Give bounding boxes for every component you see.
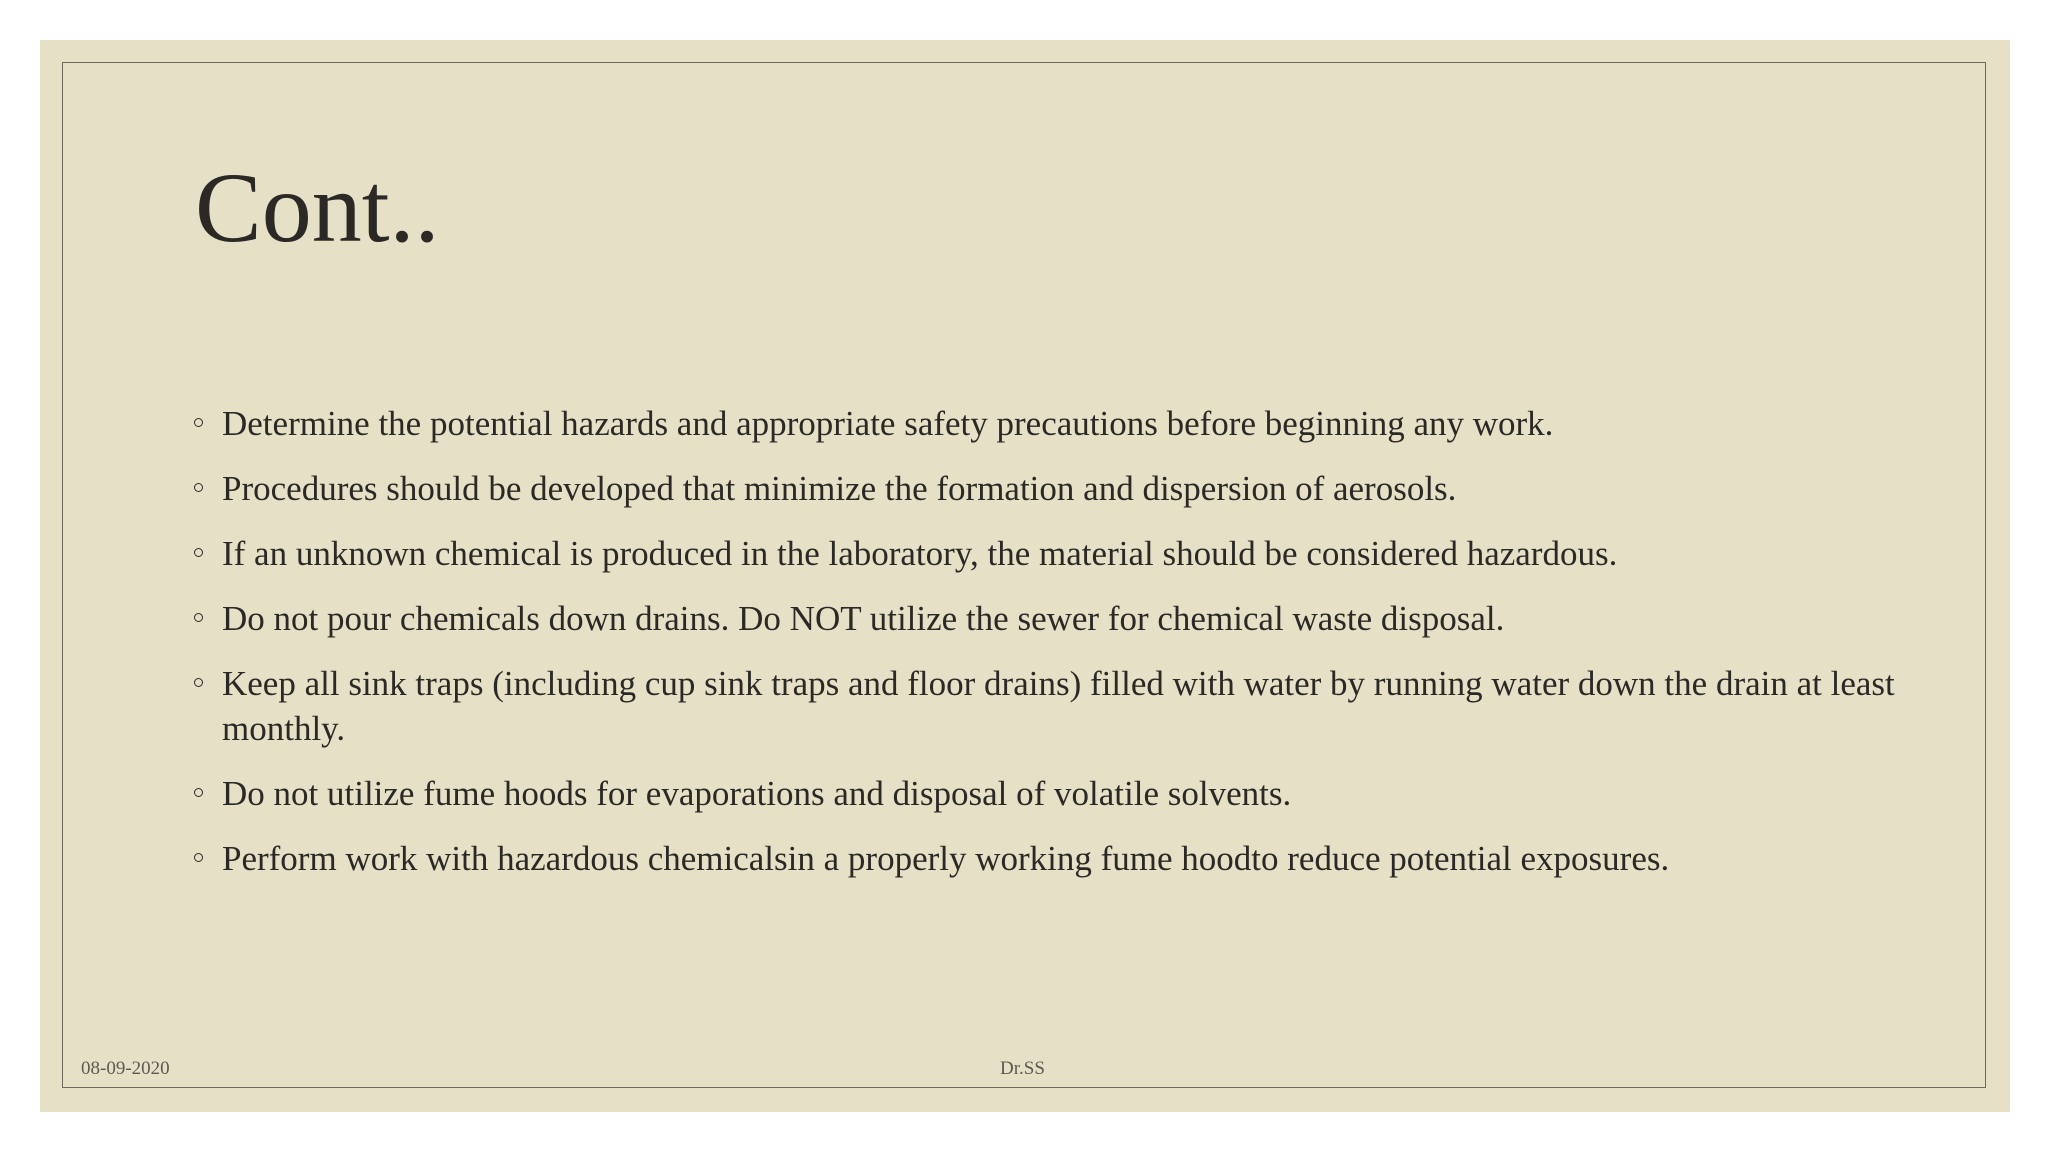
hollow-circle-bullet-icon — [194, 483, 203, 492]
bullet-text: Do not utilize fume hoods for evaporations and disposal of volatile solvents. — [222, 774, 1292, 813]
bullet-text: Determine the potential hazards and appropriate safety precautions before beginning any work. — [222, 404, 1554, 443]
bullet-item — [192, 596, 1912, 641]
footer-author: Dr.SS — [1000, 1058, 1045, 1079]
footer-date: 08-09-2020 — [81, 1058, 170, 1079]
hollow-circle-bullet-icon — [194, 788, 203, 797]
hollow-circle-bullet-icon — [194, 418, 203, 427]
slide — [40, 40, 2010, 1112]
hollow-circle-bullet-icon — [194, 678, 203, 687]
hollow-circle-bullet-icon — [194, 613, 203, 622]
bullet-text: Do not pour chemicals down drains. Do NOT utilize the sewer for chemical waste disposal. — [222, 599, 1505, 638]
slide-title: Cont.. — [195, 152, 440, 263]
bullet-text: Keep all sink traps (including cup sink traps and floor drains) filled with water by running water down the drain at least monthly. — [222, 664, 1895, 748]
bullet-text: If an unknown chemical is produced in the laboratory, the material should be considered hazardous. — [222, 534, 1618, 573]
bullet-list — [192, 401, 1912, 901]
bullet-text: Perform work with hazardous chemicalsin a properly working fume hoodto reduce potential exposures. — [222, 839, 1670, 878]
hollow-circle-bullet-icon — [194, 853, 203, 862]
bullet-item — [192, 401, 1912, 446]
bullet-item — [192, 531, 1912, 576]
bullet-item — [192, 466, 1912, 511]
bullet-item — [192, 836, 1912, 881]
bullet-item — [192, 661, 1912, 751]
bullet-item — [192, 771, 1912, 816]
hollow-circle-bullet-icon — [194, 548, 203, 557]
bullet-text: Procedures should be developed that minimize the formation and dispersion of aerosols. — [222, 469, 1457, 508]
